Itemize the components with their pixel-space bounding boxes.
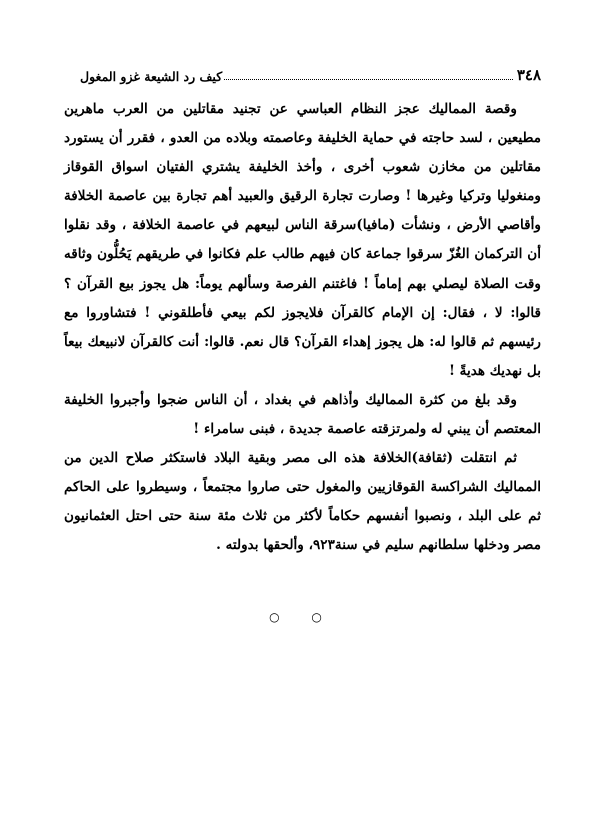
body-text	[64, 95, 541, 561]
chapter-title: كيف رد الشيعة غزو المغول	[80, 69, 223, 84]
paragraph-mamluks-origin: وقصة المماليك عجز النظام العباسي عن تجنيد مقاتلين من العرب ماهرين مطيعين ، لسد حاجته في حماية الخليفة وعاصمته وبلاده من العدو ، فقرر أن يستورد مقاتلين من مخازن شعوب أخرى ، وأخذ الخليفة يشتري الفتيان اسواق القوقاز ومنغوليا وتركيا وغيرها ! وصارت تجارة الرقيق والعبيد أهم تجارة بين عاصمة الخلافة وأقاصي الأرض ، ونشأت (مافيا)سرقة الناس لبيعهم في عاصمة الخلافة ، وقد نقلوا أن التركمان الغُزّ سرقوا جماعة كان فيهم طالب علم فكانوا في طريقهم يَحُلُّون وثاقه وقت الصلاة ليصلي بهم إماماً ! فاغتنم الفرصة وسألهم يوماً: هل يجوز بيع القرآن ؟ قالوا: لا ، فقال: إن الإمام كالقرآن فلايجوز لكم بيعي فأطلقوني ! فتشاوروا مع رئيسهم ثم قالوا له: هل يجوز إهداء القرآن؟ قال نعم. قالوا: أنت كالقرآن لانبيعك بيعاً بل نهديك هديةً !	[64, 101, 541, 379]
paragraph-egypt: ثم انتقلت (ثقافة)الخلافة هذه الى مصر وبقية البلاد فاستكثر صلاح الدين من المماليك الشراكسة القوقازيين والمغول حتى صاروا مجتمعاً ، وسيطروا على الحاكم ثم على البلد ، ونصبوا أنفسهم حكاماً لأكثر من ثلاث مئة سنة حتى احتل العثمانيون مصر ودخلها سلطانهم سليم في سنة٩٢٣، وألحقها بدولته .	[64, 450, 541, 554]
section-end-ornament: ○ ○	[269, 610, 336, 624]
paragraph-samarra: وقد بلغ من كثرة المماليك وأذاهم في بغداد ، أن الناس ضجوا وأجبروا الخليفة المعتصم أن يبني له ولمرتزقته عاصمة جديدة ، فبنى سامراء !	[64, 391, 541, 438]
header-leader-dots	[224, 78, 513, 80]
page-number: ٣٤٨	[516, 66, 541, 84]
running-header	[80, 62, 541, 84]
